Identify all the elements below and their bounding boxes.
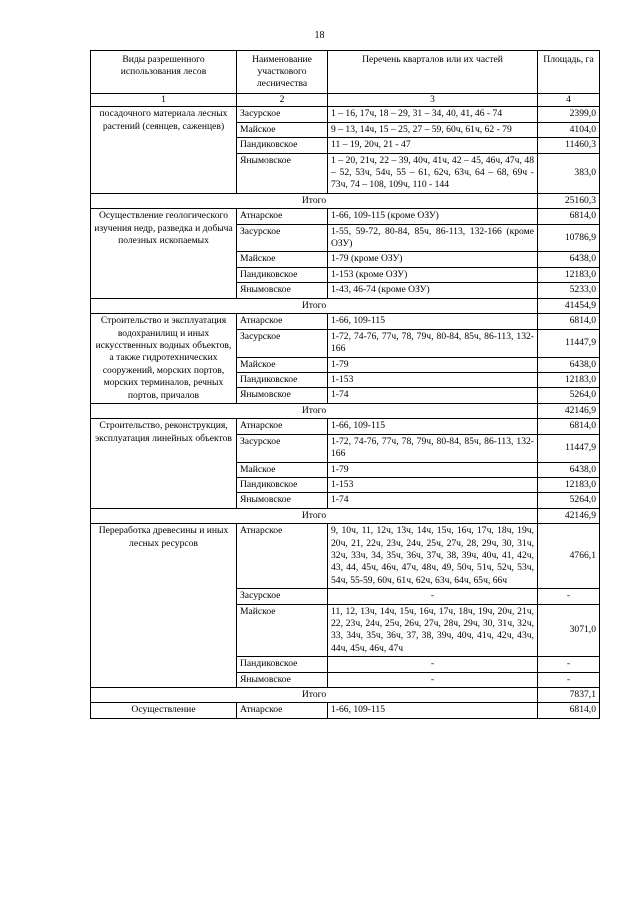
forestry-cell: Пандиковское [237, 267, 328, 282]
area-cell: 11447,9 [538, 434, 600, 462]
forestry-cell: Пандиковское [237, 372, 328, 387]
forestry-cell: Атнарское [237, 419, 328, 434]
total-row [91, 298, 600, 313]
quarters-cell: 1-153 [328, 372, 538, 387]
total-area-cell: 42146,9 [538, 508, 600, 523]
area-cell: 6814,0 [538, 209, 600, 224]
quarters-cell: - [328, 657, 538, 672]
forestry-cell: Янымовское [237, 388, 328, 404]
quarters-cell: 1-74 [328, 388, 538, 404]
forestry-cell: Янымовское [237, 493, 328, 508]
area-cell: 6438,0 [538, 357, 600, 372]
area-cell: 11447,9 [538, 329, 600, 357]
total-label: Итого [91, 193, 538, 208]
total-row [91, 403, 600, 418]
column-number: 3 [328, 94, 538, 107]
area-cell: - [538, 672, 600, 687]
table-row [91, 107, 600, 122]
area-cell: 10786,9 [538, 224, 600, 252]
total-area-cell: 25160,3 [538, 193, 600, 208]
area-cell: 6814,0 [538, 703, 600, 718]
total-area-cell: 42146,9 [538, 403, 600, 418]
forestry-cell: Пандиковское [237, 657, 328, 672]
forestry-cell: Майское [237, 462, 328, 477]
forestry-cell: Янымовское [237, 672, 328, 687]
area-cell: 2399,0 [538, 107, 600, 122]
quarters-cell: 1-153 [328, 477, 538, 492]
total-area-cell: 7837,1 [538, 688, 600, 703]
table-header-row [91, 51, 600, 94]
forestry-cell: Майское [237, 604, 328, 657]
area-cell: 11460,3 [538, 138, 600, 153]
forest-use-table [90, 50, 600, 719]
table-row [91, 524, 600, 589]
header-area: Площадь, га [538, 51, 600, 94]
column-number: 2 [237, 94, 328, 107]
area-cell: 6438,0 [538, 462, 600, 477]
quarters-cell: 11, 12, 13ч, 14ч, 15ч, 16ч, 17ч, 18ч, 19ч, 20ч, 21ч, 22, 23ч, 24ч, 25ч, 26ч, 27ч, 28ч, 29ч, 30, 31ч, 32ч, 33, 34ч, 35ч, 36ч, 37, 38, 39ч, 40ч, 41ч, 42ч, 43ч, 44ч, 45ч, 46ч, 47ч [328, 604, 538, 657]
area-cell: 383,0 [538, 153, 600, 193]
quarters-cell: 11 – 19, 20ч, 21 - 47 [328, 138, 538, 153]
quarters-cell: 1-66, 109-115 [328, 703, 538, 718]
quarters-cell: 1-66, 109-115 [328, 419, 538, 434]
quarters-cell: 1 – 20, 21ч, 22 – 39, 40ч, 41ч, 42 – 45, 46ч, 47ч, 48 – 52, 53ч, 54ч, 55 – 61, 62ч, 63ч, 64 – 68, 69ч - 73ч, 74 – 108, 109ч, 110 - 144 [328, 153, 538, 193]
quarters-cell: 1-66, 109-115 (кроме ОЗУ) [328, 209, 538, 224]
total-label: Итого [91, 403, 538, 418]
column-number: 4 [538, 94, 600, 107]
area-cell: 6814,0 [538, 314, 600, 329]
quarters-cell: 1-43, 46-74 (кроме ОЗУ) [328, 283, 538, 298]
quarters-cell: 1-74 [328, 493, 538, 508]
area-cell: 12183,0 [538, 477, 600, 492]
forestry-cell: Майское [237, 252, 328, 267]
quarters-cell: 1-72, 74-76, 77ч, 78, 79ч, 80-84, 85ч, 86-113, 132-166 [328, 329, 538, 357]
area-cell: 5264,0 [538, 493, 600, 508]
total-row [91, 688, 600, 703]
forestry-cell: Атнарское [237, 524, 328, 589]
header-quarters: Перечень кварталов или их частей [328, 51, 538, 94]
use-kind-cell: Осуществление [91, 703, 237, 718]
area-cell: 5264,0 [538, 388, 600, 404]
quarters-cell: 1-72, 74-76, 77ч, 78, 79ч, 80-84, 85ч, 86-113, 132-166 [328, 434, 538, 462]
table-row [91, 703, 600, 718]
forestry-cell: Пандиковское [237, 477, 328, 492]
table-row [91, 209, 600, 224]
column-number-row [91, 94, 600, 107]
total-label: Итого [91, 688, 538, 703]
total-label: Итого [91, 298, 538, 313]
use-kind-cell: Переработка древесины и иных лесных ресурсов [91, 524, 237, 688]
area-cell: 6814,0 [538, 419, 600, 434]
forestry-cell: Майское [237, 122, 328, 137]
forestry-cell: Атнарское [237, 703, 328, 718]
forestry-cell: Засурское [237, 434, 328, 462]
area-cell: 12183,0 [538, 372, 600, 387]
area-cell: 3071,0 [538, 604, 600, 657]
area-cell: 4104,0 [538, 122, 600, 137]
forestry-cell: Засурское [237, 107, 328, 122]
total-row [91, 508, 600, 523]
quarters-cell: 1-79 [328, 357, 538, 372]
table-row [91, 314, 600, 329]
area-cell: 6438,0 [538, 252, 600, 267]
quarters-cell: - [328, 672, 538, 687]
area-cell: - [538, 589, 600, 604]
area-cell: 5233,0 [538, 283, 600, 298]
quarters-cell: 9 – 13, 14ч, 15 – 25, 27 – 59, 60ч, 61ч, 62 - 79 [328, 122, 538, 137]
forestry-cell: Янымовское [237, 283, 328, 298]
use-kind-cell: Строительство, реконструкция, эксплуатация линейных объектов [91, 419, 237, 508]
use-kind-cell: посадочного материала лесных растений (сеянцев, саженцев) [91, 107, 237, 193]
quarters-cell: 9, 10ч, 11, 12ч, 13ч, 14ч, 15ч, 16ч, 17ч, 18ч, 19ч, 20ч, 21, 22ч, 23ч, 24ч, 25ч, 27ч, 28, 29ч, 30, 31ч, 32ч, 33ч, 34, 35ч, 36ч, 37ч, 38, 39ч, 40ч, 41, 42ч, 43, 44, 45ч, 46ч, 47ч, 48ч, 49, 50ч, 51ч, 52ч, 53ч, 54ч, 55-59, 60ч, 61ч, 62ч, 63ч, 64ч, 65ч, 66ч [328, 524, 538, 589]
forestry-cell: Засурское [237, 329, 328, 357]
quarters-cell: 1-55, 59-72, 80-84, 85ч, 86-113, 132-166 (кроме ОЗУ) [328, 224, 538, 252]
header-forestry: Наименование участкового лесничества [237, 51, 328, 94]
area-cell: - [538, 657, 600, 672]
forestry-cell: Майское [237, 357, 328, 372]
forestry-cell: Засурское [237, 224, 328, 252]
quarters-cell: 1-66, 109-115 [328, 314, 538, 329]
forestry-cell: Атнарское [237, 314, 328, 329]
forestry-cell: Пандиковское [237, 138, 328, 153]
quarters-cell: 1-153 (кроме ОЗУ) [328, 267, 538, 282]
quarters-cell: - [328, 589, 538, 604]
total-area-cell: 41454,9 [538, 298, 600, 313]
use-kind-cell: Строительство и эксплуатация водохранилищ и иных искусственных водных объектов, а также гидротехнических сооружений, морских портов, морских терминалов, речных портов, причалов [91, 314, 237, 404]
total-label: Итого [91, 508, 538, 523]
area-cell: 4766,1 [538, 524, 600, 589]
use-kind-cell: Осуществление геологического изучения недр, разведка и добыча полезных ископаемых [91, 209, 237, 298]
header-use-kind: Виды разрешенного использования лесов [91, 51, 237, 94]
forestry-cell: Атнарское [237, 209, 328, 224]
total-row [91, 193, 600, 208]
forestry-cell: Янымовское [237, 153, 328, 193]
area-cell: 12183,0 [538, 267, 600, 282]
forestry-cell: Засурское [237, 589, 328, 604]
page-number: 18 [314, 30, 325, 41]
quarters-cell: 1-79 [328, 462, 538, 477]
quarters-cell: 1 – 16, 17ч, 18 – 29, 31 – 34, 40, 41, 46 - 74 [328, 107, 538, 122]
column-number: 1 [91, 94, 237, 107]
table-row [91, 419, 600, 434]
quarters-cell: 1-79 (кроме ОЗУ) [328, 252, 538, 267]
